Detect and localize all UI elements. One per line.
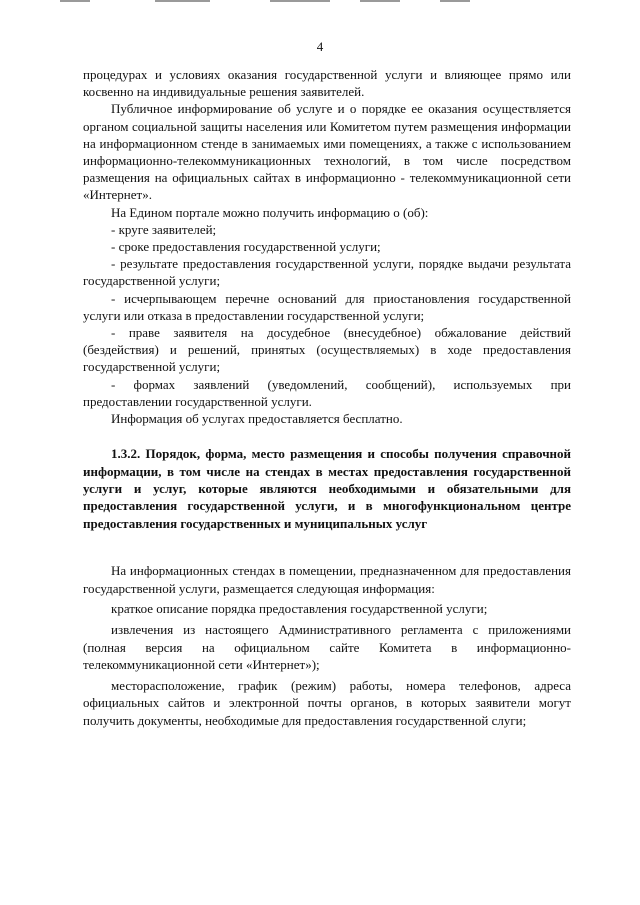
list-item: - исчерпывающем перечне оснований для приостановления государственной услуги или отказа в предоставлении государственной услуги;: [83, 290, 571, 323]
list-item: - результате предоставления государственной услуги, порядке выдачи результата государственной услуги;: [83, 256, 571, 289]
section-heading: 1.3.2. Порядок, форма, место размещения и способы получения справочной информации, в том числе на стендах в местах предоставления государственной услуги и услуг, которые являются необходимыми и обязательными для предоставления государственной услуги, и в многофункциональном центре предоставления государственных и муниципальных услуг: [83, 446, 571, 531]
paragraph: На информационных стендах в помещении, предназначенном для предоставления государственной услуги, размещается следующая информация:: [83, 563, 571, 596]
list-item: - формах заявлений (уведомлений, сообщений), используемых при предоставлении государственной услуги.: [83, 376, 571, 409]
paragraph: На Едином портале можно получить информацию о (об):: [111, 204, 429, 220]
list-item: - праве заявителя на досудебное (внесудебное) обжалование действий (бездействия) и решений, принятых (осуществляемых) в ходе предоставления государственной услуги;: [83, 325, 571, 375]
section-public-information: [83, 66, 571, 427]
paragraph: краткое описание порядка предоставления государственной услуги;: [111, 601, 488, 617]
document-body: [83, 66, 571, 733]
list-item: - сроке предоставления государственной услуги;: [111, 239, 381, 255]
section-information-stands: [83, 562, 571, 729]
paragraph: процедурах и условиях оказания государственной услуги и влияющее прямо или косвенно на индивидуальные решения заявителей.: [83, 67, 571, 100]
paragraph: Публичное информирование об услуге и о порядке ее оказания осуществляется органом социальной защиты населения или Комитетом путем размещения информации на информационном стенде в занимаемых ими помещениях, а также с использованием информационно-телекоммуникационных технологий, в том числе посредством размещения на официальных сайтах в информационно - телекоммуникационной сети «Интернет».: [83, 101, 571, 203]
paragraph: месторасположение, график (режим) работы, номера телефонов, адреса официальных сайтов и электронной почты органов, в которых заявители могут получить документы, необходимые для предоставления государственной слуги;: [83, 677, 571, 729]
scan-top-edge-marks: [60, 0, 580, 3]
list-item: - круге заявителей;: [111, 221, 217, 237]
page-number: 4: [316, 39, 324, 54]
paragraph: извлечения из настоящего Административного регламента с приложениями (полная версия на официальном сайте Комитета в информационно-телекоммуникационной сети «Интернет»);: [83, 622, 571, 673]
paragraph: Информация об услугах предоставляется бесплатно.: [111, 411, 403, 427]
